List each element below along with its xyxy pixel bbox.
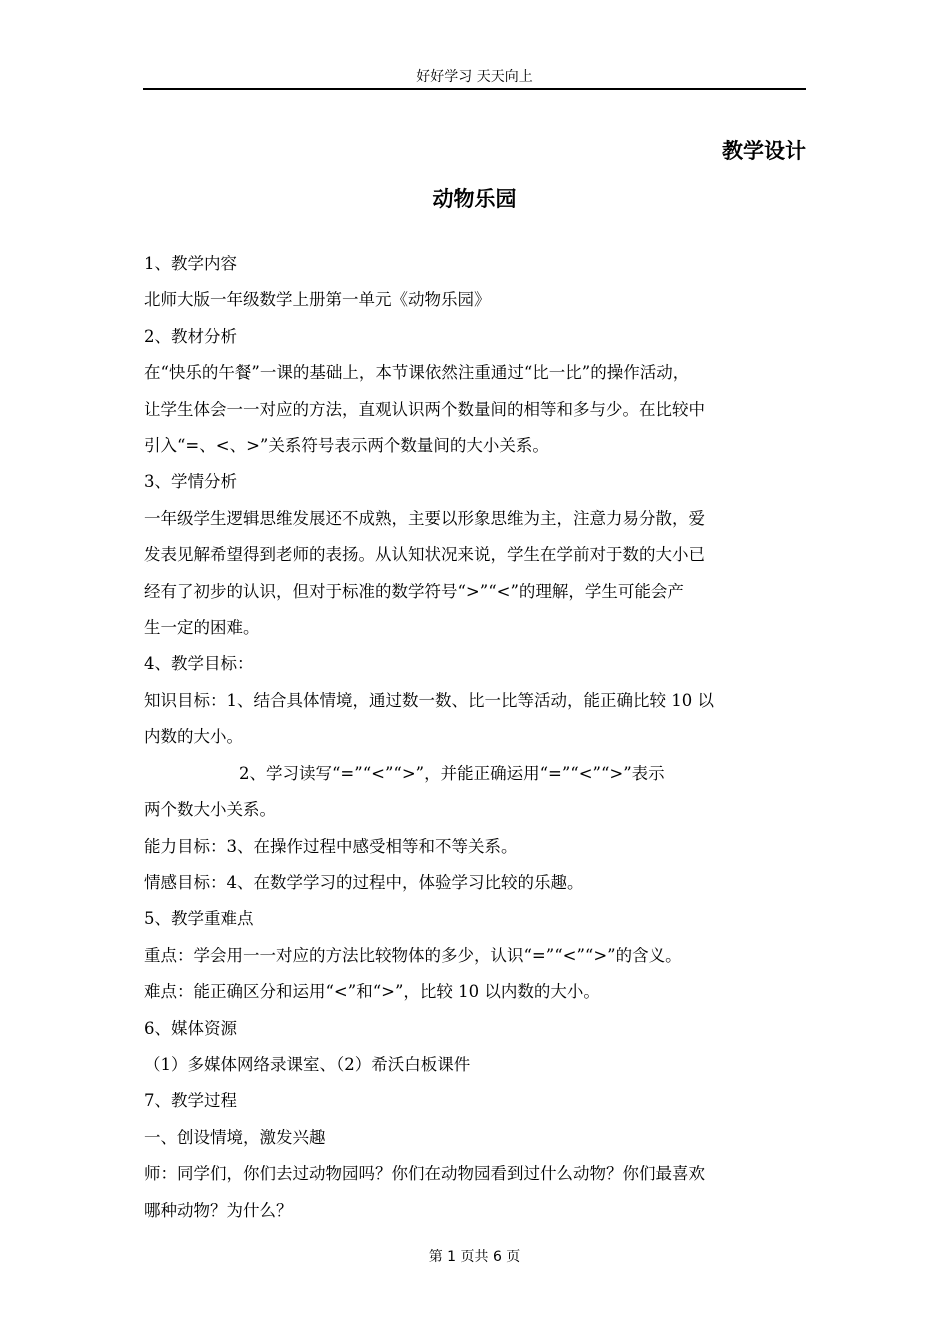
ability-objective: 能力目标：3、在操作过程中感受相等和不等关系。: [144, 836, 518, 856]
document-body: [144, 246, 808, 1229]
students-line-1: 一年级学生逻辑思维发展还不成熟，主要以形象思维为主，注意力易分散，爱: [144, 508, 705, 528]
section-heading-process: 7、教学过程: [144, 1091, 237, 1111]
header-rule: [143, 88, 806, 90]
section-heading-content: 1、教学内容: [144, 254, 237, 273]
analysis-line-1: 在“快乐的午餐”一课的基础上，本节课依然注重通过“比一比”的操作活动，: [144, 363, 690, 383]
students-line-3: 经有了初步的认识，但对于标准的数学符号“>”“<”的理解，学生可能会产: [144, 581, 684, 601]
students-line-2: 发表见解希望得到老师的表扬。从认知状况来说，学生在学前对于数的大小已: [144, 545, 705, 565]
process-line-2: 哪种动物？为什么？: [144, 1200, 293, 1220]
key-point: 重点：学会用一一对应的方法比较物体的多少，认识“=”“<”“>”的含义。: [144, 945, 682, 965]
analysis-line-3: 引入“=、<、>”关系符号表示两个数量间的大小关系。: [144, 436, 549, 456]
page-footer: 第 1 页共 6 页: [428, 1249, 521, 1265]
section-heading-key-points: 5、教学重难点: [144, 909, 254, 929]
students-line-4: 生一定的困难。: [144, 618, 260, 638]
document-title: 教学设计: [722, 139, 806, 163]
knowledge-objective-2-line-1: 2、学习读写“=”“<”“>”，并能正确运用“=”“<”“>”表示: [239, 763, 665, 783]
content-text: 北师大版一年级数学上册第一单元《动物乐园》: [144, 290, 491, 310]
section-heading-analysis: 2、教材分析: [144, 326, 237, 346]
page-header: 好好学习 天天向上: [416, 69, 533, 85]
knowledge-objective-line-1: 知识目标：1、结合具体情境，通过数一数、比一比等活动，能正确比较 10 以: [144, 690, 714, 710]
emotion-objective: 情感目标：4、在数学学习的过程中，体验学习比较的乐趣。: [144, 872, 584, 892]
knowledge-objective-2-line-2: 两个数大小关系。: [144, 800, 276, 820]
section-heading-objectives: 4、教学目标：: [144, 654, 254, 674]
lesson-title: 动物乐园: [432, 187, 517, 211]
analysis-line-2: 让学生体会一一对应的方法，直观认识两个数量间的相等和多与少。在比较中: [144, 399, 705, 419]
knowledge-objective-line-2: 内数的大小。: [144, 727, 243, 747]
media-text: （1）多媒体网络录课室、（2）希沃白板课件: [144, 1054, 471, 1074]
section-heading-media: 6、媒体资源: [144, 1018, 237, 1038]
process-subheading-1: 一、创设情境，激发兴趣: [144, 1127, 326, 1147]
process-line-1: 师：同学们，你们去过动物园吗？你们在动物园看到过什么动物？你们最喜欢: [144, 1164, 705, 1184]
section-heading-students: 3、学情分析: [144, 472, 237, 492]
difficult-point: 难点：能正确区分和运用“<”和“>”，比较 10 以内数的大小。: [144, 982, 600, 1002]
